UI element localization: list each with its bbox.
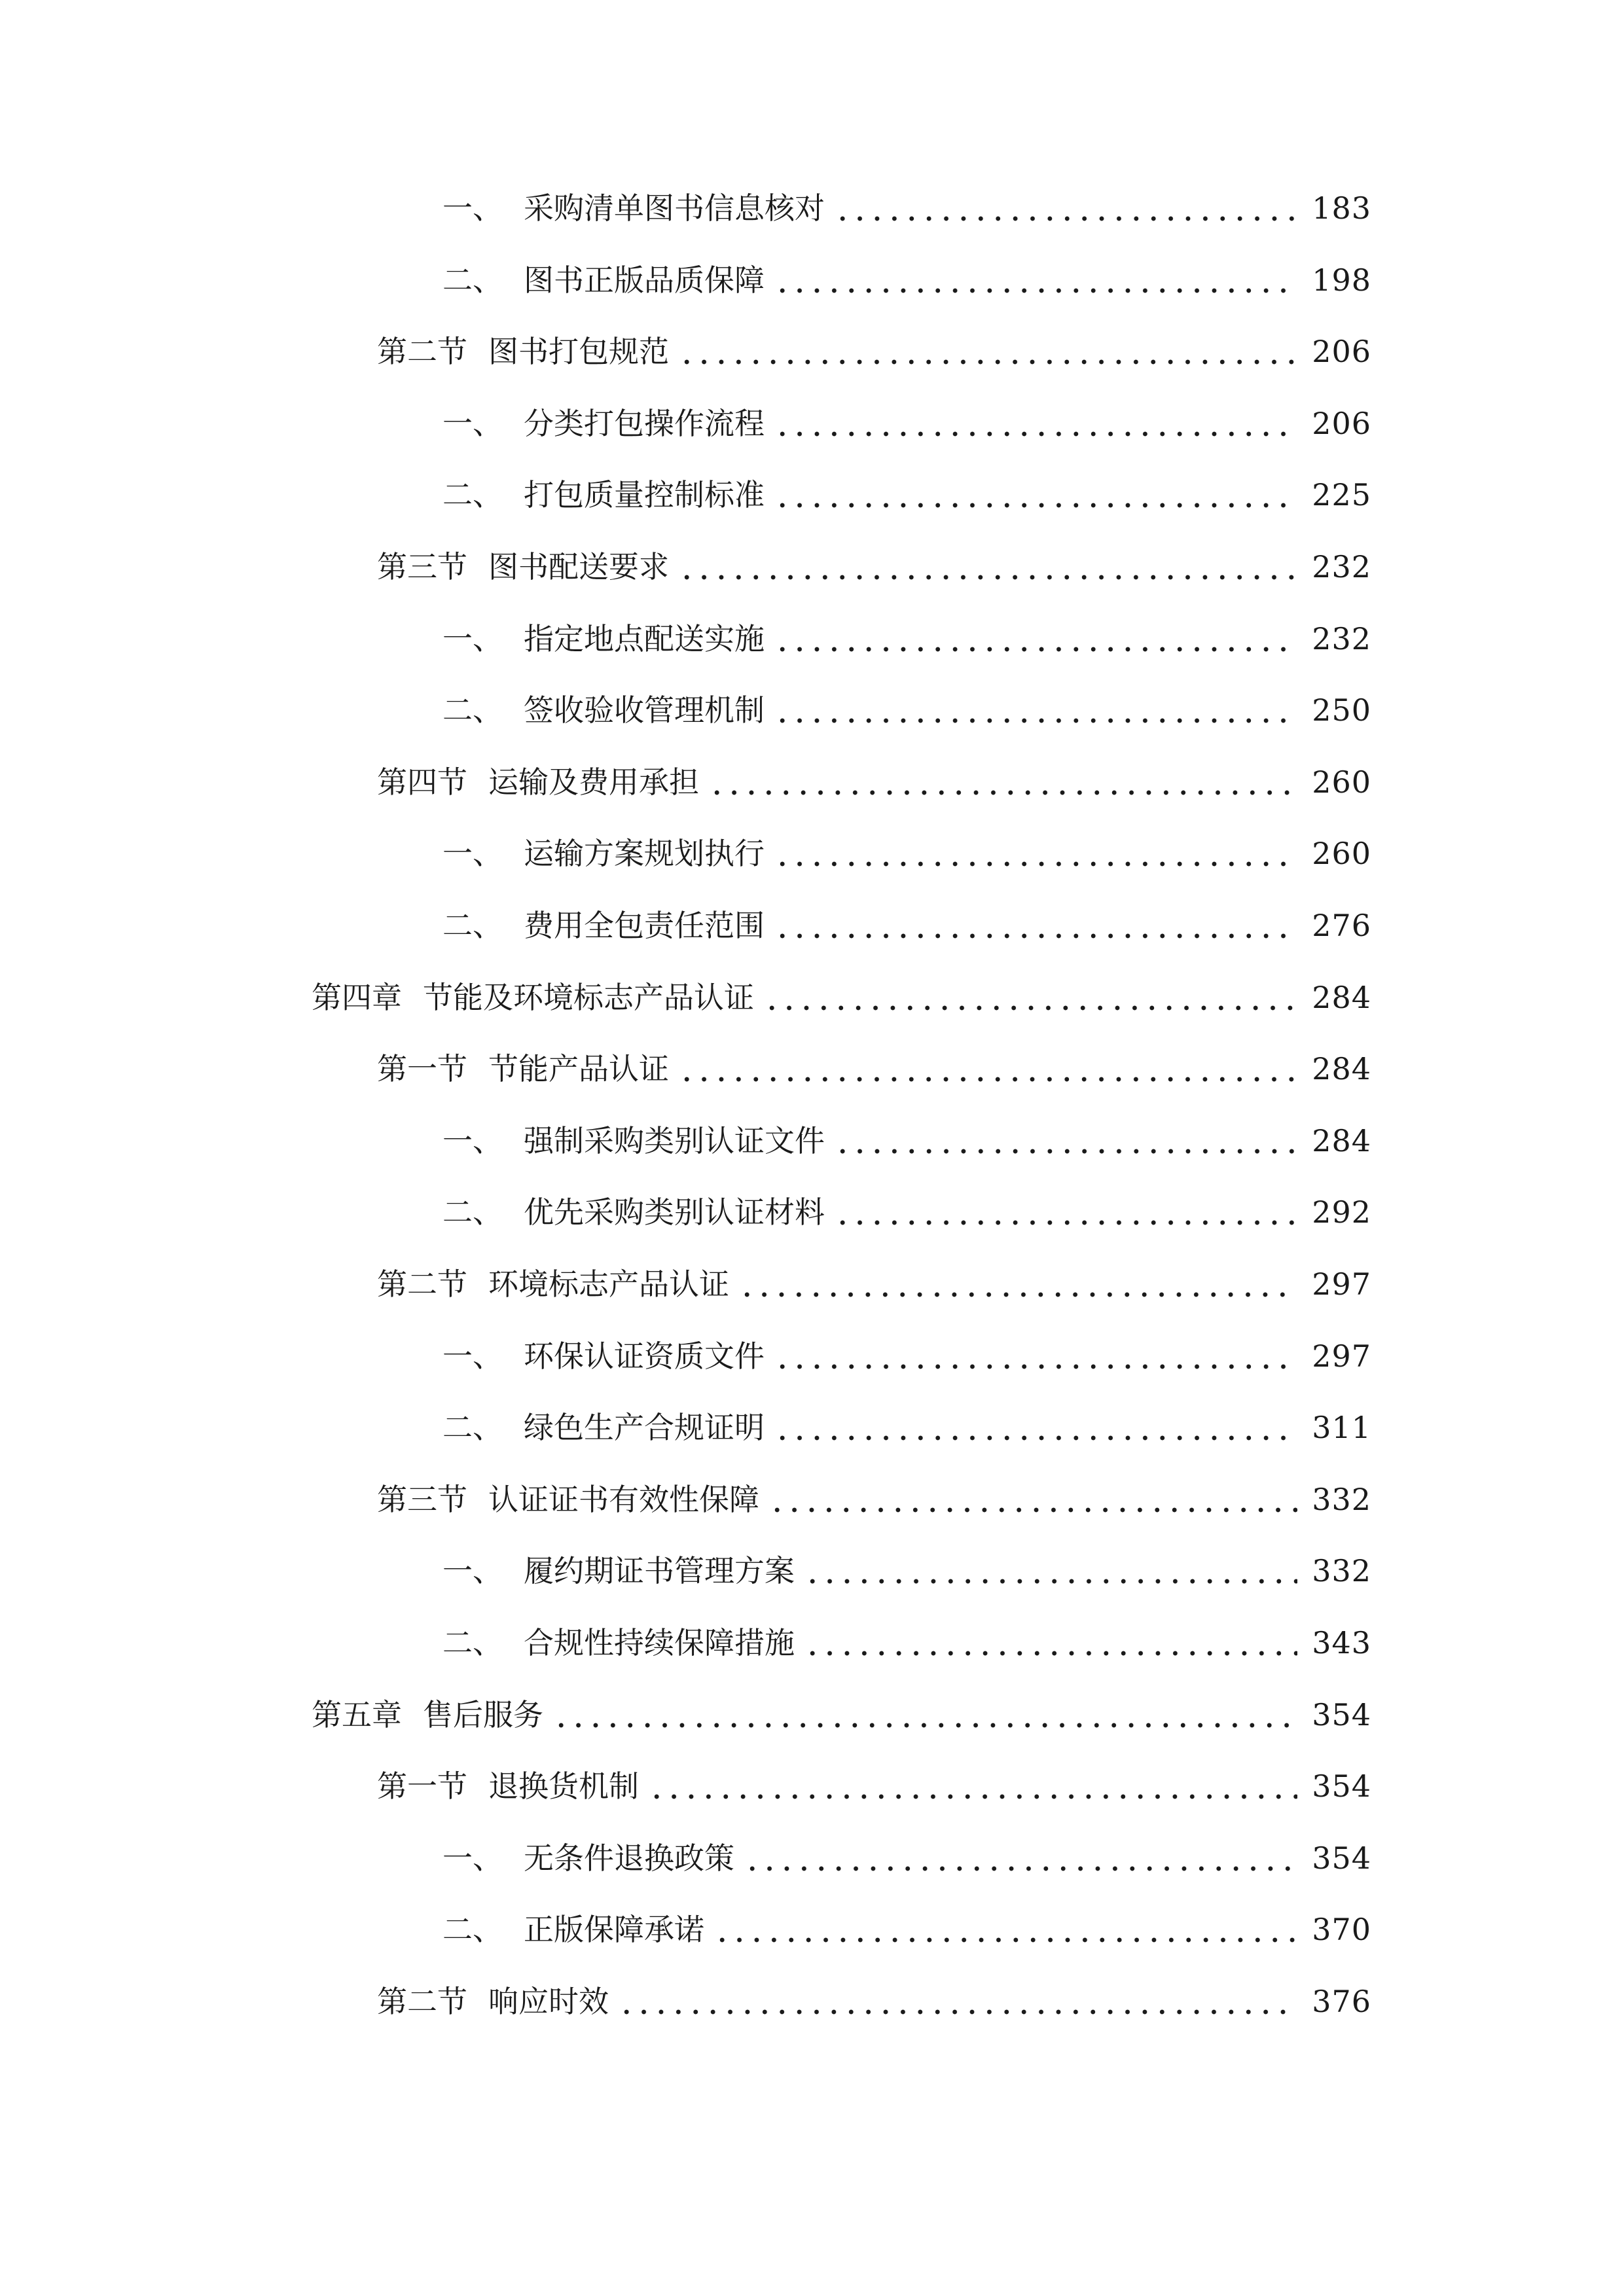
toc-entry-number: 第四节 xyxy=(377,764,467,800)
toc-entry-label xyxy=(442,691,765,730)
toc-entry-label xyxy=(442,475,765,514)
toc-entry-title: 优先采购类别认证材料 xyxy=(524,1194,825,1230)
toc-page-number: 232 xyxy=(1312,549,1371,584)
toc-entry-title: 指定地点配送实施 xyxy=(524,620,765,656)
toc-entry-label xyxy=(442,1910,704,1949)
toc-page-number: 332 xyxy=(1312,1553,1371,1589)
toc-entry[interactable] xyxy=(377,756,1371,802)
toc-entry-title: 分类打包操作流程 xyxy=(524,405,765,441)
toc-entry-title: 环保认证资质文件 xyxy=(524,1338,765,1374)
toc-entry-title: 费用全包责任范围 xyxy=(524,908,765,943)
toc-entry-number: 一、 xyxy=(442,1338,503,1374)
toc-entry-label xyxy=(312,978,754,1017)
toc-entry[interactable] xyxy=(442,1186,1371,1232)
toc-entry-number: 一、 xyxy=(442,190,503,226)
toc-entry-number: 第一节 xyxy=(377,1051,467,1087)
toc-dot-leader xyxy=(834,1116,1297,1155)
toc-entry-title: 环境标志产品认证 xyxy=(488,1266,729,1302)
toc-entry-label xyxy=(442,1121,825,1160)
toc-entry-title: 图书打包规范 xyxy=(488,334,669,370)
toc-entry-number: 二、 xyxy=(442,1194,503,1230)
toc-dot-leader xyxy=(678,327,1297,366)
toc-dot-leader xyxy=(678,542,1297,581)
toc-dot-leader xyxy=(774,829,1297,868)
toc-page-number: 225 xyxy=(1312,477,1371,513)
toc-entry-number: 第五章 xyxy=(312,1696,402,1732)
toc-entry-title: 响应时效 xyxy=(488,1984,609,2019)
toc-page-number: 284 xyxy=(1312,1051,1371,1087)
toc-entry-number: 第三节 xyxy=(377,1481,467,1517)
toc-entry[interactable] xyxy=(377,325,1371,371)
toc-dot-leader xyxy=(774,1331,1297,1371)
toc-entry-label xyxy=(442,1336,765,1376)
toc-entry-label xyxy=(377,1982,609,2021)
toc-entry-title: 售后服务 xyxy=(423,1696,543,1732)
toc-page-number: 354 xyxy=(1312,1696,1371,1732)
toc-page-number: 206 xyxy=(1312,334,1371,370)
toc-entry-label xyxy=(377,332,669,371)
toc-entry-title: 无条件退换政策 xyxy=(524,1840,734,1876)
toc-dot-leader xyxy=(768,1475,1297,1514)
toc-entry-label xyxy=(442,260,765,300)
toc-entry-number: 二、 xyxy=(442,1912,503,1948)
toc-dot-leader xyxy=(834,1187,1297,1227)
toc-entry-title: 节能产品认证 xyxy=(488,1051,669,1087)
toc-dot-leader xyxy=(774,1403,1297,1442)
toc-page-number: 311 xyxy=(1312,1410,1371,1446)
toc-entry-label xyxy=(377,547,669,586)
toc-entry-number: 一、 xyxy=(442,1840,503,1876)
toc-entry[interactable] xyxy=(377,1473,1371,1519)
toc-entry[interactable] xyxy=(377,1760,1371,1806)
toc-page-number: 260 xyxy=(1312,764,1371,800)
toc-entry[interactable] xyxy=(442,1545,1371,1590)
toc-page-number: 284 xyxy=(1312,979,1371,1015)
toc-entry-title: 强制采购类别认证文件 xyxy=(524,1122,825,1158)
toc-entry[interactable] xyxy=(442,1115,1371,1160)
toc-entry-title: 退换货机制 xyxy=(488,1768,639,1804)
toc-entry[interactable] xyxy=(377,1975,1371,2021)
toc-entry-number: 一、 xyxy=(442,1122,503,1158)
toc-entry[interactable] xyxy=(377,1043,1371,1088)
toc-entry[interactable] xyxy=(442,684,1371,730)
toc-entry-label xyxy=(377,1767,639,1806)
toc-entry-number: 一、 xyxy=(442,620,503,656)
toc-entry-label xyxy=(442,188,825,228)
toc-entry-label xyxy=(377,762,699,802)
toc-entry-label xyxy=(442,906,765,945)
toc-page-number: 370 xyxy=(1312,1912,1371,1948)
toc-entry[interactable] xyxy=(377,541,1371,586)
toc-entry-number: 二、 xyxy=(442,477,503,513)
toc-page-number: 284 xyxy=(1312,1122,1371,1158)
toc-entry-number: 第二节 xyxy=(377,1266,467,1302)
toc-dot-leader xyxy=(804,1618,1297,1657)
toc-page-number: 250 xyxy=(1312,692,1371,728)
toc-entry-number: 一、 xyxy=(442,836,503,872)
toc-page-number: 276 xyxy=(1312,908,1371,943)
toc-entry-title: 正版保障承诺 xyxy=(524,1912,704,1948)
toc-entry[interactable] xyxy=(442,469,1371,514)
toc-entry-label xyxy=(442,1193,825,1232)
toc-entry-label xyxy=(442,1839,734,1878)
toc-entry[interactable] xyxy=(442,397,1371,443)
toc-entry-number: 二、 xyxy=(442,1625,503,1660)
toc-entry-label xyxy=(442,404,765,443)
toc-entry-title: 打包质量控制标准 xyxy=(524,477,765,513)
toc-entry-title: 节能及环境标志产品认证 xyxy=(423,979,754,1015)
toc-dot-leader xyxy=(774,685,1297,725)
toc-entry-number: 一、 xyxy=(442,405,503,441)
toc-entry[interactable] xyxy=(442,182,1371,228)
toc-entry[interactable] xyxy=(442,254,1371,300)
toc-dot-leader xyxy=(738,1259,1297,1299)
toc-dot-leader xyxy=(618,1977,1297,2016)
toc-entry-label xyxy=(377,1265,729,1304)
toc-entry[interactable] xyxy=(442,899,1371,945)
toc-page-number: 343 xyxy=(1312,1625,1371,1660)
toc-entry[interactable] xyxy=(442,1617,1371,1662)
toc-dot-leader xyxy=(774,614,1297,653)
toc-entry[interactable] xyxy=(442,1401,1371,1447)
toc-entry-number: 二、 xyxy=(442,692,503,728)
toc-entry-number: 第一节 xyxy=(377,1768,467,1804)
toc-dot-leader xyxy=(763,973,1297,1012)
toc-page-number: 354 xyxy=(1312,1840,1371,1876)
toc-dot-leader xyxy=(774,399,1297,438)
toc-entry-title: 图书正版品质保障 xyxy=(524,262,765,298)
toc-dot-leader xyxy=(648,1761,1297,1801)
toc-entry-title: 认证证书有效性保障 xyxy=(488,1481,759,1517)
toc-entry-label xyxy=(442,1408,765,1447)
toc-entry-number: 第二节 xyxy=(377,1984,467,2019)
toc-entry-label xyxy=(377,1480,759,1519)
toc-entry[interactable] xyxy=(377,1258,1371,1304)
toc-page-number: 260 xyxy=(1312,836,1371,872)
toc-page-number: 354 xyxy=(1312,1768,1371,1804)
toc-entry-number: 第四章 xyxy=(312,979,402,1015)
toc-dot-leader xyxy=(744,1833,1297,1873)
toc-entry-number: 一、 xyxy=(442,1553,503,1589)
toc-entry-label xyxy=(442,619,765,658)
toc-entry[interactable] xyxy=(442,1903,1371,1949)
toc-page-number: 292 xyxy=(1312,1194,1371,1230)
toc-entry-title: 运输方案规划执行 xyxy=(524,836,765,872)
toc-entry-title: 图书配送要求 xyxy=(488,549,669,584)
toc-entry-title: 采购清单图书信息核对 xyxy=(524,190,825,226)
toc-entry-label xyxy=(442,834,765,873)
toc-entry[interactable] xyxy=(312,1689,1371,1734)
toc-page-number: 198 xyxy=(1312,262,1371,298)
toc-entry-label xyxy=(312,1695,543,1734)
toc-entry[interactable] xyxy=(442,613,1371,658)
toc-dot-leader xyxy=(804,1546,1297,1585)
toc-entry-title: 绿色生产合规证明 xyxy=(524,1410,765,1446)
toc-entry-number: 二、 xyxy=(442,262,503,298)
toc-entry[interactable] xyxy=(312,971,1371,1017)
toc-entry-title: 履约期证书管理方案 xyxy=(524,1553,795,1589)
toc-page-number: 232 xyxy=(1312,620,1371,656)
toc-entry[interactable] xyxy=(442,827,1371,873)
toc-page-number: 376 xyxy=(1312,1984,1371,2019)
toc-dot-leader xyxy=(774,470,1297,509)
toc-dot-leader xyxy=(552,1690,1297,1729)
toc-dot-leader xyxy=(678,1044,1297,1083)
toc-dot-leader xyxy=(834,183,1297,223)
toc-page-number: 297 xyxy=(1312,1338,1371,1374)
toc-entry-label xyxy=(442,1551,795,1590)
toc-dot-leader xyxy=(774,901,1297,940)
toc-entry-label xyxy=(442,1623,795,1662)
toc-entry-number: 第二节 xyxy=(377,334,467,370)
toc-dot-leader xyxy=(774,255,1297,295)
toc-dot-leader xyxy=(708,757,1297,797)
toc-entry-number: 二、 xyxy=(442,1410,503,1446)
toc-entry-title: 签收验收管理机制 xyxy=(524,692,765,728)
toc-page-number: 206 xyxy=(1312,405,1371,441)
toc-entry-title: 合规性持续保障措施 xyxy=(524,1625,795,1660)
toc-entry-number: 第三节 xyxy=(377,549,467,584)
toc-entry-title: 运输及费用承担 xyxy=(488,764,699,800)
toc-entry[interactable] xyxy=(442,1832,1371,1878)
toc-page-number: 183 xyxy=(1312,190,1371,226)
toc-dot-leader xyxy=(713,1905,1297,1944)
toc-page-number: 297 xyxy=(1312,1266,1371,1302)
toc-entry[interactable] xyxy=(442,1330,1371,1376)
toc-entry-number: 二、 xyxy=(442,908,503,943)
toc-page-number: 332 xyxy=(1312,1481,1371,1517)
toc-entry-label xyxy=(377,1049,669,1088)
